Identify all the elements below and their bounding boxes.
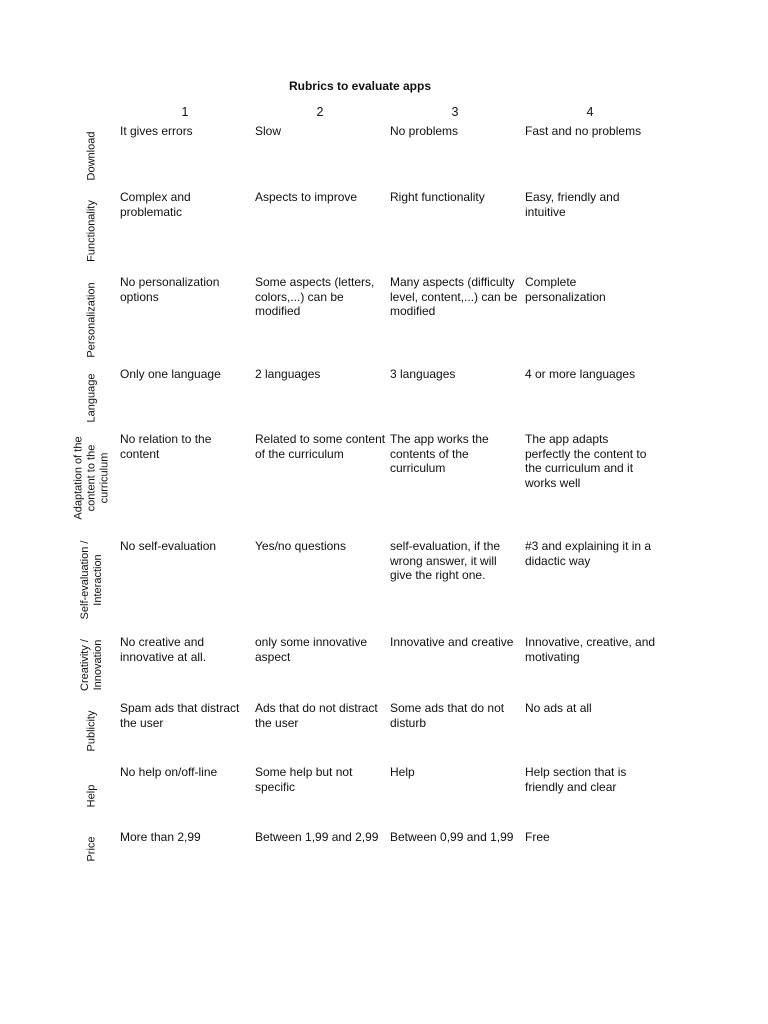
cell-personalization-1: No personalization options — [120, 275, 220, 304]
row-label-personalization: Personalization — [85, 282, 98, 358]
cell-adaptation-3: The app works the contents of the curriculum — [390, 432, 489, 475]
row-label-self-evaluation: Self-evaluation / Interaction — [79, 540, 104, 620]
row-label-language: Language — [85, 373, 98, 423]
page-title: Rubrics to evaluate apps — [288, 79, 432, 93]
cell-self-evaluation-2: Yes/no questions — [255, 539, 346, 553]
cell-adaptation-2: Related to some content of the curriculum — [255, 432, 386, 461]
cell-publicity-1: Spam ads that distract the user — [120, 701, 240, 730]
row-label-functionality: Functionality — [85, 200, 98, 262]
cell-help-1: No help on/off-line — [120, 765, 218, 779]
cell-creativity-2: only some innovative aspect — [255, 635, 368, 664]
row-label-publicity: Publicity — [85, 710, 98, 752]
cell-creativity-3: Innovative and creative — [390, 635, 514, 649]
cell-creativity-4: Innovative, creative, and motivating — [525, 635, 656, 664]
cell-price-2: Between 1,99 and 2,99 — [255, 830, 379, 844]
cell-functionality-3: Right functionality — [390, 190, 485, 204]
row-label-adaptation: Adaptation of the content to the curriculum — [72, 436, 111, 520]
row-label-help: Help — [85, 784, 98, 808]
cell-publicity-2: Ads that do not distract the user — [255, 701, 378, 730]
cell-language-2: 2 languages — [255, 367, 321, 381]
cell-publicity-3: Some ads that do not disturb — [390, 701, 505, 730]
column-header-3: 3 — [451, 105, 459, 119]
cell-price-3: Between 0,99 and 1,99 — [390, 830, 514, 844]
cell-self-evaluation-1: No self-evaluation — [120, 539, 217, 553]
cell-language-4: 4 or more languages — [525, 367, 636, 381]
column-header-1: 1 — [181, 105, 189, 119]
cell-help-4: Help section that is friendly and clear — [525, 765, 627, 794]
cell-personalization-3: Many aspects (difficulty level, content,...) can be modified — [390, 275, 518, 318]
cell-self-evaluation-3: self-evaluation, if the wrong answer, it will give the right one. — [390, 539, 501, 582]
cell-adaptation-4: The app adapts perfectly the content to the curriculum and it works well — [525, 432, 647, 490]
cell-language-1: Only one language — [120, 367, 221, 381]
cell-personalization-2: Some aspects (letters, colors,...) can be modified — [255, 275, 375, 318]
cell-download-4: Fast and no problems — [525, 124, 642, 138]
cell-self-evaluation-4: #3 and explaining it in a didactic way — [525, 539, 652, 568]
cell-personalization-4: Complete personalization — [525, 275, 606, 304]
cell-language-3: 3 languages — [390, 367, 456, 381]
cell-download-3: No problems — [390, 124, 459, 138]
column-header-4: 4 — [586, 105, 594, 119]
row-label-download: Download — [85, 131, 98, 181]
cell-functionality-4: Easy, friendly and intuitive — [525, 190, 620, 219]
cell-help-3: Help — [390, 765, 415, 779]
cell-download-1: It gives errors — [120, 124, 193, 138]
cell-functionality-2: Aspects to improve — [255, 190, 358, 204]
cell-price-1: More than 2,99 — [120, 830, 201, 844]
cell-functionality-1: Complex and problematic — [120, 190, 191, 219]
cell-help-2: Some help but not specific — [255, 765, 353, 794]
cell-download-2: Slow — [255, 124, 282, 138]
column-header-2: 2 — [316, 105, 324, 119]
row-label-creativity: Creativity / Innovation — [79, 639, 104, 691]
row-label-price: Price — [85, 836, 98, 862]
cell-publicity-4: No ads at all — [525, 701, 592, 715]
cell-price-4: Free — [525, 830, 550, 844]
cell-creativity-1: No creative and innovative at all. — [120, 635, 207, 664]
cell-adaptation-1: No relation to the content — [120, 432, 212, 461]
